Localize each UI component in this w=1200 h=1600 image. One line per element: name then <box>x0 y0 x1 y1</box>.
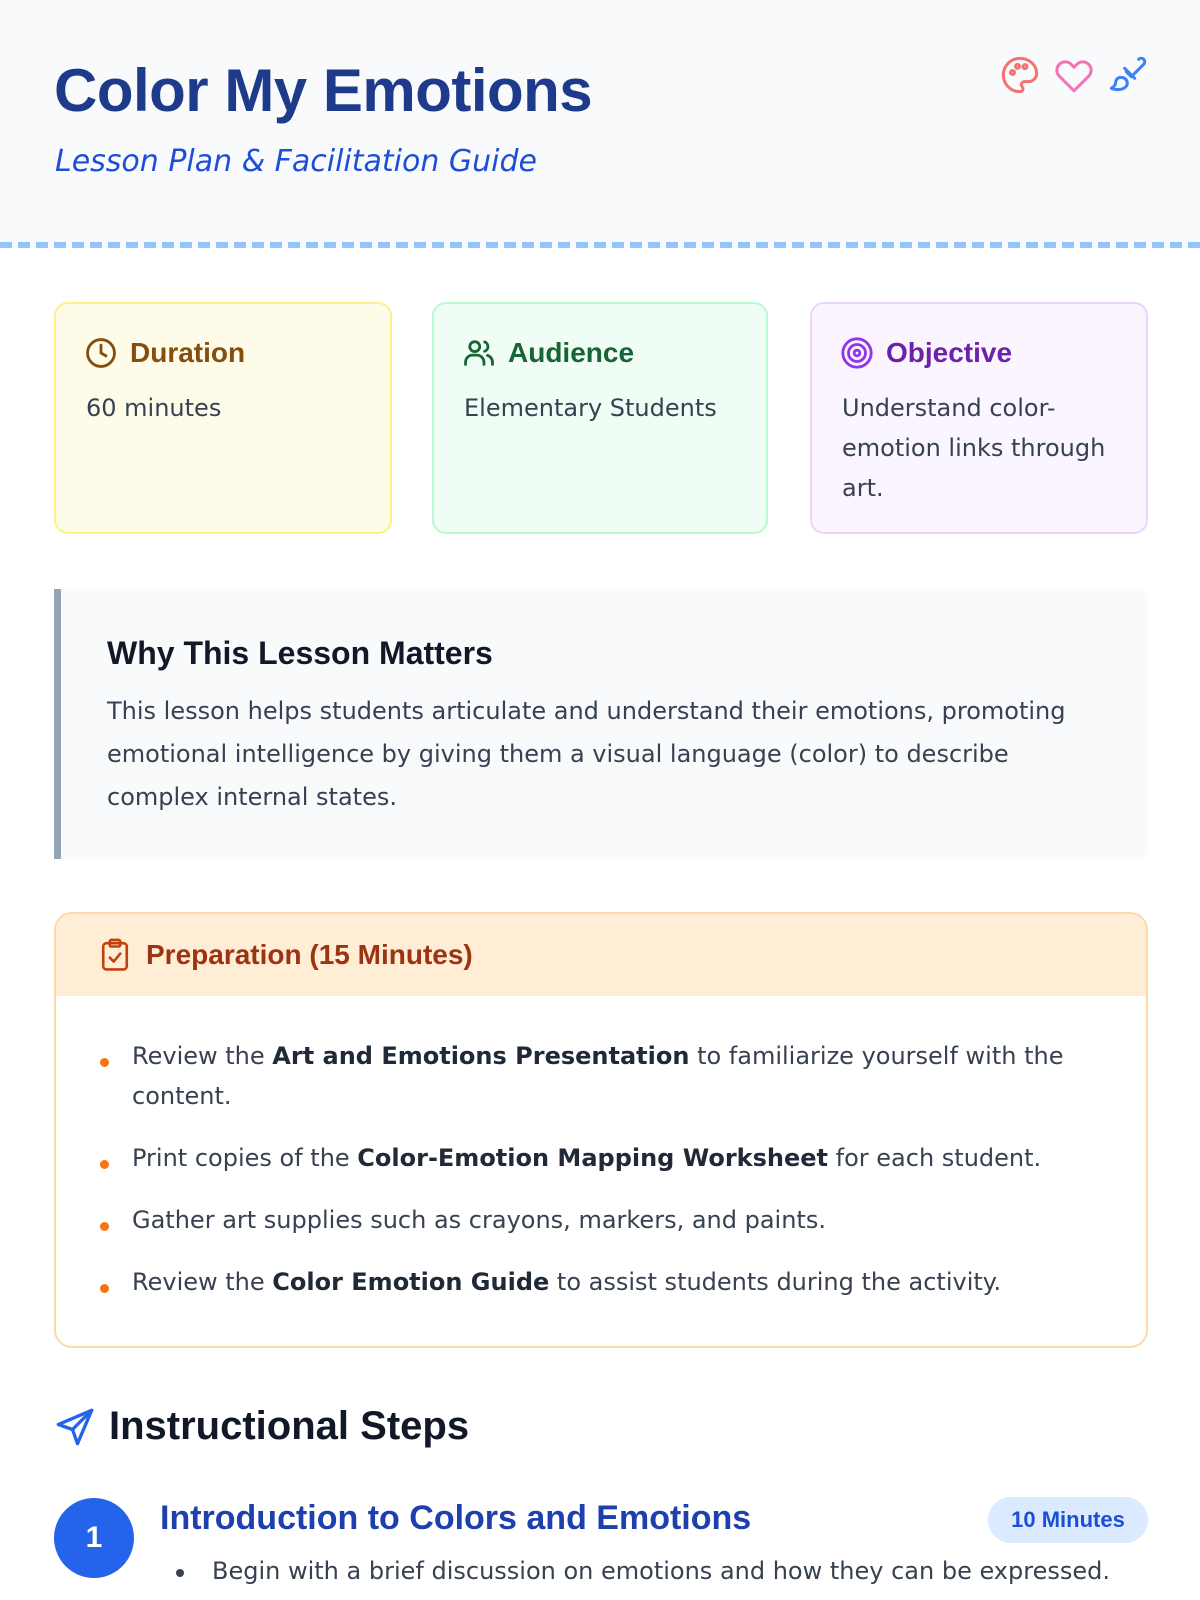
preparation-item: Review the Art and Emotions Presentation to familiarize yourself with the content. <box>100 1036 1100 1116</box>
clipboard-check-icon <box>100 938 130 972</box>
step-duration-badge: 10 Minutes <box>988 1497 1148 1543</box>
preparation-item: Review the Color Emotion Guide to assist students during the activity. <box>100 1262 1100 1302</box>
preparation-section <box>54 912 1148 1348</box>
users-icon <box>462 336 496 370</box>
preparation-list <box>100 1036 1100 1324</box>
objective-value: Understand color-emotion links through art. <box>842 394 1106 502</box>
paintbrush-icon <box>1108 55 1148 95</box>
preparation-item: Print copies of the Color-Emotion Mapping Worksheet for each student. <box>100 1138 1100 1178</box>
page-title: Color My Emotions <box>54 57 593 124</box>
audience-card <box>432 302 768 534</box>
audience-value: Elementary Students <box>464 394 717 422</box>
step-number: 1 <box>54 1498 134 1578</box>
objective-title: Objective <box>886 337 1013 368</box>
step-title: Introduction to Colors and Emotions <box>160 1499 752 1537</box>
target-icon <box>840 336 874 370</box>
why-lesson-matters-section <box>54 589 1148 859</box>
preparation-header <box>56 914 1146 996</box>
duration-value: 60 minutes <box>86 394 222 422</box>
instructional-steps-title: Instructional Steps <box>109 1404 470 1448</box>
preparation-title: Preparation (15 Minutes) <box>146 939 473 970</box>
clock-icon <box>84 336 118 370</box>
header-divider <box>0 242 1200 248</box>
send-icon <box>55 1407 95 1447</box>
duration-title: Duration <box>130 337 246 368</box>
duration-card <box>54 302 392 534</box>
page-subtitle: Lesson Plan & Facilitation Guide <box>55 144 538 179</box>
heart-icon <box>1054 55 1094 95</box>
palette-icon <box>1000 55 1040 95</box>
step-bullet: Begin with a brief discussion on emotions and how they can be expressed. <box>170 1551 1130 1591</box>
step-bullet-list <box>170 1551 1130 1591</box>
instructional-steps-header <box>55 1404 469 1449</box>
audience-title: Audience <box>508 337 635 368</box>
why-title: Why This Lesson Matters <box>107 635 493 671</box>
why-text: This lesson helps students articulate and understand their emotions, promoting emotional intelligence by giving them a visual language (color) to describe complex internal states. <box>107 697 1066 811</box>
objective-card <box>810 302 1148 534</box>
header-icons <box>1000 55 1148 95</box>
preparation-item: Gather art supplies such as crayons, markers, and paints. <box>100 1200 1100 1240</box>
